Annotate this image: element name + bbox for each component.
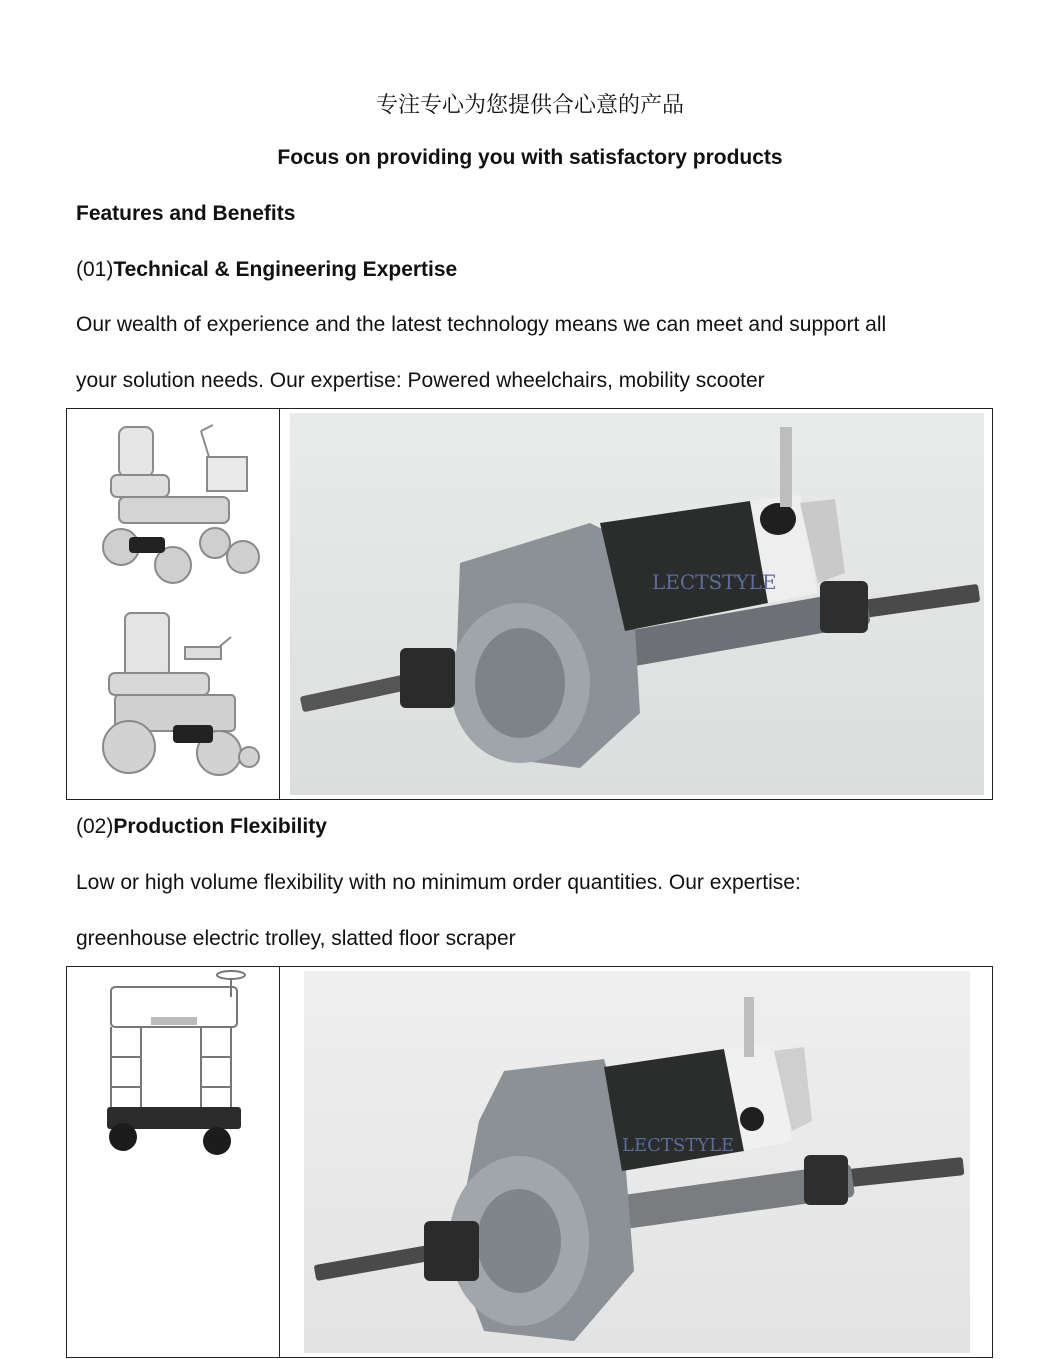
feature-2-number: (02) (76, 815, 114, 838)
feature-2-title: Production Flexibility (113, 815, 327, 838)
english-slogan: Focus on providing you with satisfactory products (277, 146, 783, 169)
feature-1-right-cell (280, 409, 992, 799)
transaxle-photo-1 (290, 413, 984, 795)
mobility-scooter-sketch (89, 417, 269, 597)
feature-1-line-2: your solution needs. Our expertise: Powered wheelchairs, mobility scooter (76, 369, 765, 392)
feature-1-line-1: Our wealth of experience and the latest technology means we can meet and support all (76, 313, 887, 336)
section-heading: Features and Benefits (76, 202, 296, 225)
feature-2-line-2: greenhouse electric trolley, slatted floor scraper (76, 927, 516, 950)
feature-2-left-cell (67, 967, 280, 1357)
feature-2-heading (76, 815, 327, 839)
feature-2-line-1: Low or high volume flexibility with no minimum order quantities. Our expertise: (76, 871, 801, 894)
brand-label-2: LECTSTYLE (622, 1135, 735, 1156)
powered-wheelchair-sketch (89, 607, 269, 787)
feature-1-title: Technical & Engineering Expertise (113, 258, 458, 281)
brand-label-1: LECTSTYLE (652, 570, 777, 594)
chinese-slogan: 专注专心为您提供合心意的产品 (375, 93, 684, 118)
feature-1-image-table (66, 408, 993, 800)
feature-2-image-table (66, 966, 993, 1358)
transaxle-photo-2 (304, 971, 970, 1353)
feature-1-heading (76, 258, 457, 282)
feature-1-left-cell (67, 409, 280, 799)
greenhouse-trolley-photo (101, 967, 251, 1167)
feature-1-number: (01) (76, 258, 114, 281)
feature-2-right-cell (280, 967, 992, 1357)
